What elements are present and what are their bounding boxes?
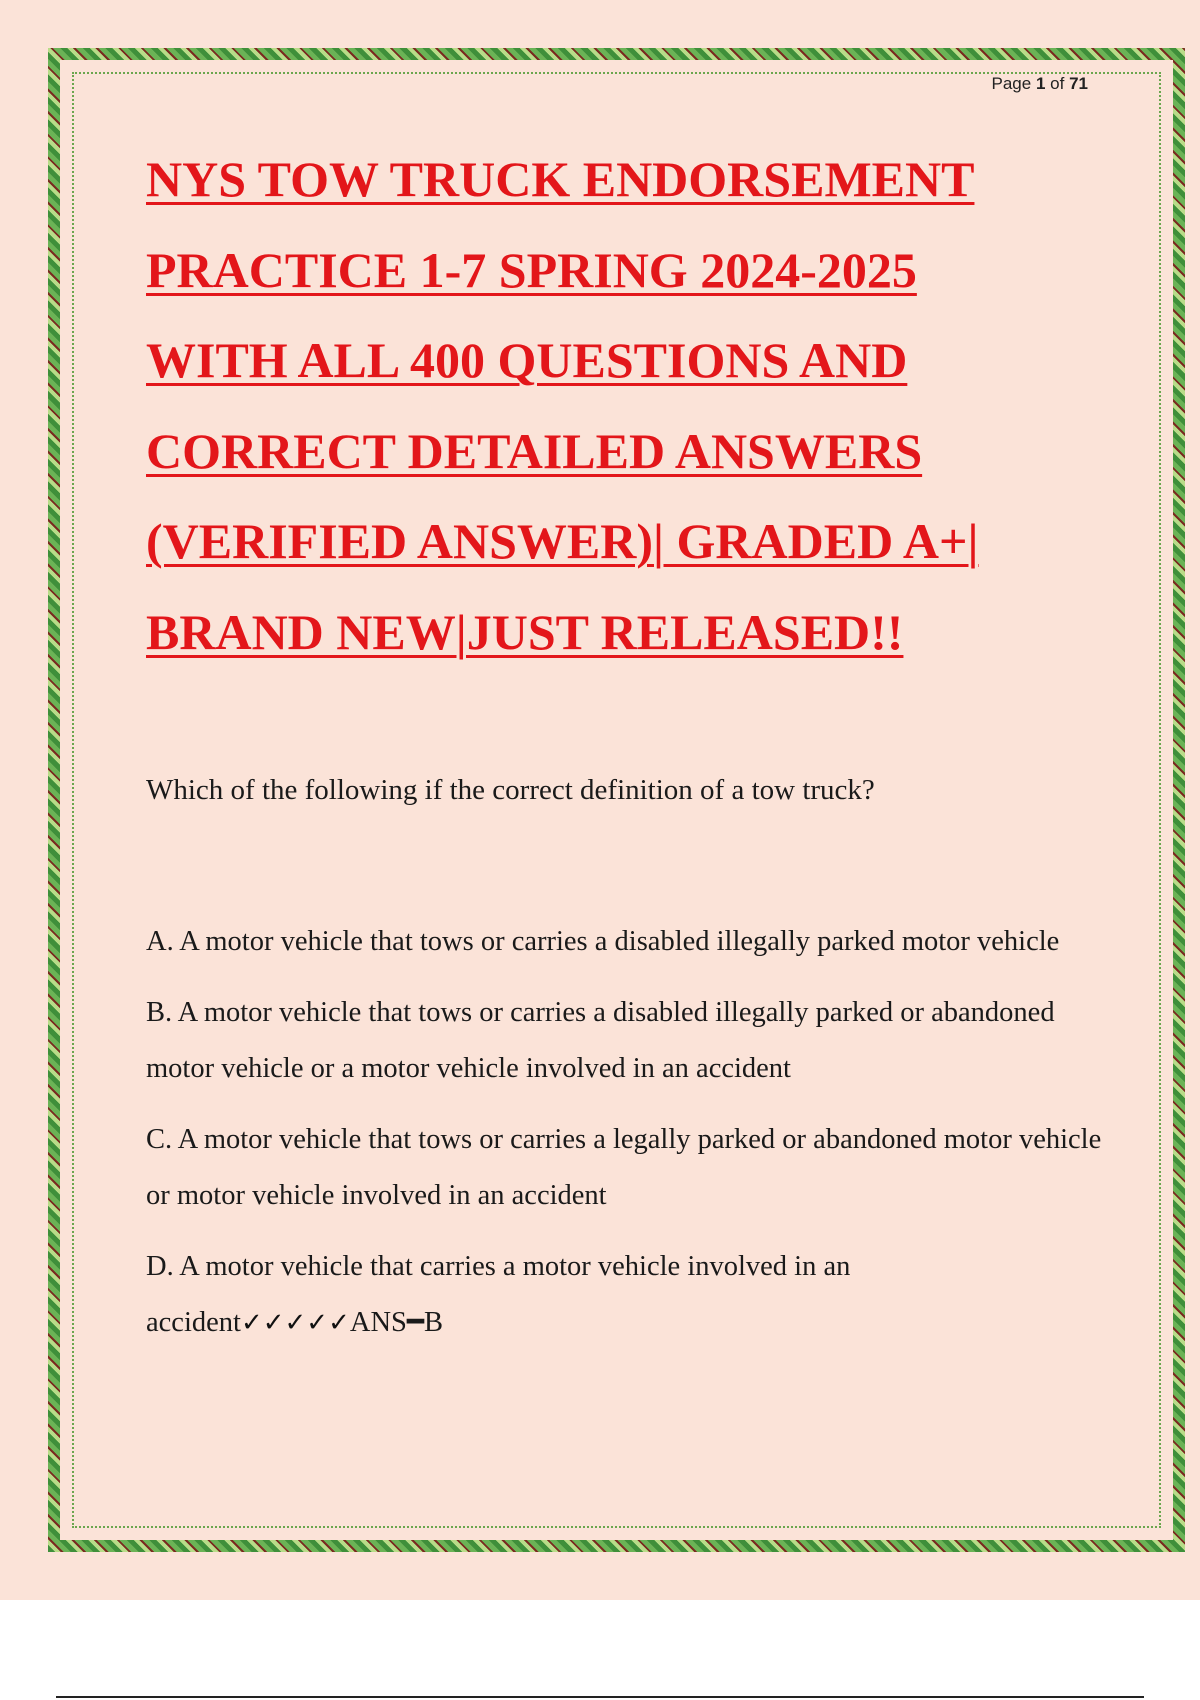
title-line: PRACTICE 1-7 SPRING 2024-2025 [146,241,917,298]
option-b: B. A motor vehicle that tows or carries a disabled illegally parked or abandoned motor vehicle or a motor vehicle involved in an accident [146,997,1055,1084]
question-text: Which of the following if the correct definition of a tow truck? [146,774,875,806]
title-line: BRAND NEW|JUST RELEASED!! [146,603,904,660]
page-total: 71 [1069,74,1088,93]
option-a: A. A motor vehicle that tows or carries a disabled illegally parked motor vehicle [146,926,1060,957]
option-d [146,1239,1106,1351]
option-d-text: D. A motor vehicle that carries a motor vehicle involved in an accident [146,1251,851,1338]
title-line: CORRECT DETAILED ANSWERS [146,422,923,479]
page-label: Page [991,74,1032,93]
title-line: WITH ALL 400 QUESTIONS AND [146,332,908,388]
title-line: NYS TOW TRUCK ENDORSEMENT [146,151,975,207]
title-line: (VERIFIED ANSWER)| GRADED A+| [146,513,979,569]
option-c: C. A motor vehicle that tows or carries a legally parked or abandoned motor vehicle or motor vehicle involved in an accident [146,1124,1102,1211]
checkmark-icons: ✓✓✓✓✓ [240,1308,350,1338]
document-title [146,134,1066,677]
answer-options [146,914,1106,1366]
page-number [992,74,1088,94]
answer-key: ANS━B [349,1307,444,1338]
page-current: 1 [1035,74,1046,93]
page-of: of [1050,74,1065,93]
footer-rule [56,1696,1144,1698]
